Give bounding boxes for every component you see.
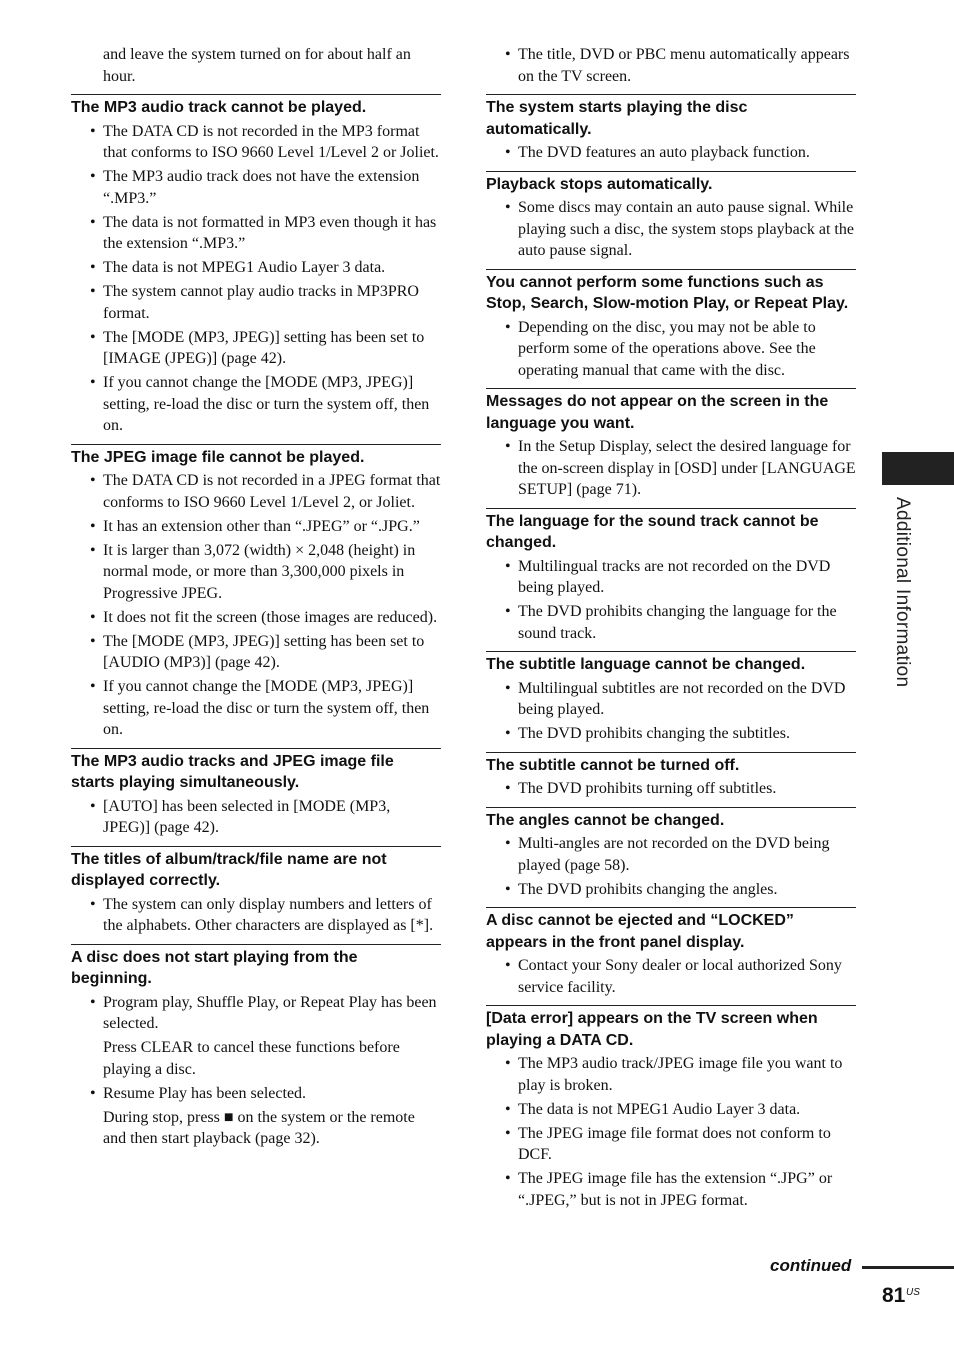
bullet-item: • The DATA CD is not recorded in a JPEG format that conforms to ISO 9660 Level 1/Level 2, or Joliet. [71, 470, 441, 513]
troubleshooting-section [486, 807, 856, 901]
bullet-item: • The data is not MPEG1 Audio Layer 3 data. [486, 1099, 856, 1121]
item-list [486, 44, 856, 87]
bullet-item: • The MP3 audio track/JPEG image file you want to play is broken. [486, 1053, 856, 1096]
troubleshooting-section [71, 44, 441, 87]
bullet-item: • Multilingual subtitles are not recorded on the DVD being played. [486, 678, 856, 721]
section-heading: [Data error] appears on the TV screen when playing a DATA CD. [486, 1010, 818, 1049]
troubleshooting-section [486, 1005, 856, 1211]
section-side-label [872, 497, 932, 727]
bullet-item: • The MP3 audio track does not have the extension “.MP3.” [71, 166, 441, 209]
side-label-text: Additional Information [892, 497, 913, 688]
section-heading: You cannot perform some functions such as Stop, Search, Slow-motion Play, or Repeat Play. [486, 273, 849, 312]
bullet-item: • The DVD prohibits turning off subtitles. [486, 778, 856, 800]
troubleshooting-section [486, 651, 856, 745]
bullet-item: • The system cannot play audio tracks in MP3PRO format. [71, 281, 441, 324]
bullet-item: • The data is not formatted in MP3 even though it has the extension “.MP3.” [71, 212, 441, 255]
section-heading: Playback stops automatically. [486, 175, 713, 193]
troubleshooting-section [71, 944, 441, 1150]
troubleshooting-section [486, 907, 856, 998]
item-list [71, 992, 441, 1150]
section-heading: A disc cannot be ejected and “LOCKED” appears in the front panel display. [486, 912, 794, 951]
section-heading: The JPEG image file cannot be played. [71, 448, 365, 466]
section-tab-marker [882, 452, 954, 485]
bullet-item: • It has an extension other than “.JPEG” or “.JPG.” [71, 516, 441, 538]
troubleshooting-section [71, 444, 441, 741]
bullet-item: • Multi-angles are not recorded on the DVD being played (page 58). [486, 833, 856, 876]
bullet-item: • In the Setup Display, select the desired language for the on-screen display in [OSD] under [LANGUAGE SETUP] (page 71). [486, 436, 856, 501]
continuation-text: During stop, press ■ on the system or the remote and then start playback (page 32). [103, 1108, 415, 1147]
item-list [71, 121, 441, 437]
section-heading: The subtitle language cannot be changed. [486, 656, 806, 673]
section-heading: Messages do not appear on the screen in the language you want. [486, 393, 829, 432]
item-list [71, 44, 441, 87]
bullet-item: • If you cannot change the [MODE (MP3, JPEG)] setting, re-load the disc or turn the system off, then on. [71, 676, 441, 741]
bullet-item: • Some discs may contain an auto pause signal. While playing such a disc, the system stops playback at the auto pause signal. [486, 197, 856, 262]
bullet-item: • [AUTO] has been selected in [MODE (MP3, JPEG)] (page 42). [71, 796, 441, 839]
bullet-item: • Contact your Sony dealer or local authorized Sony service facility. [486, 955, 856, 998]
bullet-item: • If you cannot change the [MODE (MP3, JPEG)] setting, re-load the disc or turn the system off, then on. [71, 372, 441, 437]
item-list [486, 955, 856, 998]
item-list [71, 796, 441, 839]
bullet-item: • The JPEG image file format does not conform to DCF. [486, 1123, 856, 1166]
troubleshooting-section [486, 269, 856, 382]
bullet-item: • Program play, Shuffle Play, or Repeat Play has been selected. [71, 992, 441, 1035]
bullet-item: • The [MODE (MP3, JPEG)] setting has been set to [AUDIO (MP3)] (page 42). [71, 631, 441, 674]
bullet-item: • The DVD features an auto playback function. [486, 142, 856, 164]
bullet-item: • The system can only display numbers and letters of the alphabets. Other characters are displayed as [*]. [71, 894, 441, 937]
troubleshooting-section [71, 94, 441, 437]
bullet-item: • The DVD prohibits changing the angles. [486, 879, 856, 901]
section-heading: A disc does not start playing from the beginning. [71, 948, 358, 987]
item-list [486, 1053, 856, 1211]
section-heading: The language for the sound track cannot be changed. [486, 512, 819, 551]
bullet-item: • The JPEG image file has the extension “.JPG” or “.JPEG,” but is not in JPEG format. [486, 1168, 856, 1211]
item-list [486, 142, 856, 164]
item-list [486, 197, 856, 262]
section-heading: The subtitle cannot be turned off. [486, 756, 740, 774]
troubleshooting-section [486, 388, 856, 501]
bullet-item: • The DATA CD is not recorded in the MP3 format that conforms to ISO 9660 Level 1/Level 2 or Joliet. [71, 121, 441, 164]
right-column [486, 44, 856, 1214]
troubleshooting-section [486, 752, 856, 800]
section-heading: The angles cannot be changed. [486, 811, 725, 829]
troubleshooting-section [486, 44, 856, 87]
bullet-item: • It does not fit the screen (those images are reduced). [71, 607, 441, 629]
bullet-item: • The DVD prohibits changing the language for the sound track. [486, 601, 856, 644]
item-list [486, 778, 856, 800]
troubleshooting-section [486, 171, 856, 262]
section-heading: The MP3 audio tracks and JPEG image file starts playing simultaneously. [71, 752, 394, 791]
page-suffix: US [906, 1287, 920, 1298]
bullet-item: • The data is not MPEG1 Audio Layer 3 data. [71, 257, 441, 279]
item-list [486, 678, 856, 745]
item-list [486, 556, 856, 645]
page-number: 81 [882, 1284, 906, 1307]
item-list [71, 894, 441, 937]
bullet-item: • Resume Play has been selected. [71, 1083, 441, 1105]
bullet-item: • The [MODE (MP3, JPEG)] setting has been set to [IMAGE (JPEG)] (page 42). [71, 327, 441, 370]
continued-rule [862, 1266, 954, 1269]
item-list [71, 470, 441, 741]
continuation-text: and leave the system turned on for about half an hour. [103, 46, 411, 85]
troubleshooting-section [71, 748, 441, 839]
bullet-item: • The title, DVD or PBC menu automatically appears on the TV screen. [486, 44, 856, 87]
bullet-item: • Depending on the disc, you may not be able to perform some of the operations above. See the operating manual that came with the disc. [486, 317, 856, 382]
section-heading: The titles of album/track/file name are not displayed correctly. [71, 850, 387, 889]
bullet-item: • It is larger than 3,072 (width) × 2,048 (height) in normal mode, or more than 3,300,000 pixels in Progressive JPEG. [71, 540, 441, 605]
troubleshooting-section [486, 94, 856, 164]
troubleshooting-section [71, 846, 441, 937]
bullet-item: • Multilingual tracks are not recorded on the DVD being played. [486, 556, 856, 599]
left-column [71, 44, 441, 1152]
continuation-text: Press CLEAR to cancel these functions before playing a disc. [103, 1039, 400, 1078]
continued-label: continued [770, 1256, 852, 1275]
bullet-item: • The DVD prohibits changing the subtitles. [486, 723, 856, 745]
troubleshooting-section [486, 508, 856, 645]
section-heading: The MP3 audio track cannot be played. [71, 99, 367, 116]
item-list [486, 833, 856, 900]
item-list [486, 436, 856, 501]
item-list [486, 317, 856, 382]
section-heading: The system starts playing the disc automatically. [486, 99, 748, 138]
